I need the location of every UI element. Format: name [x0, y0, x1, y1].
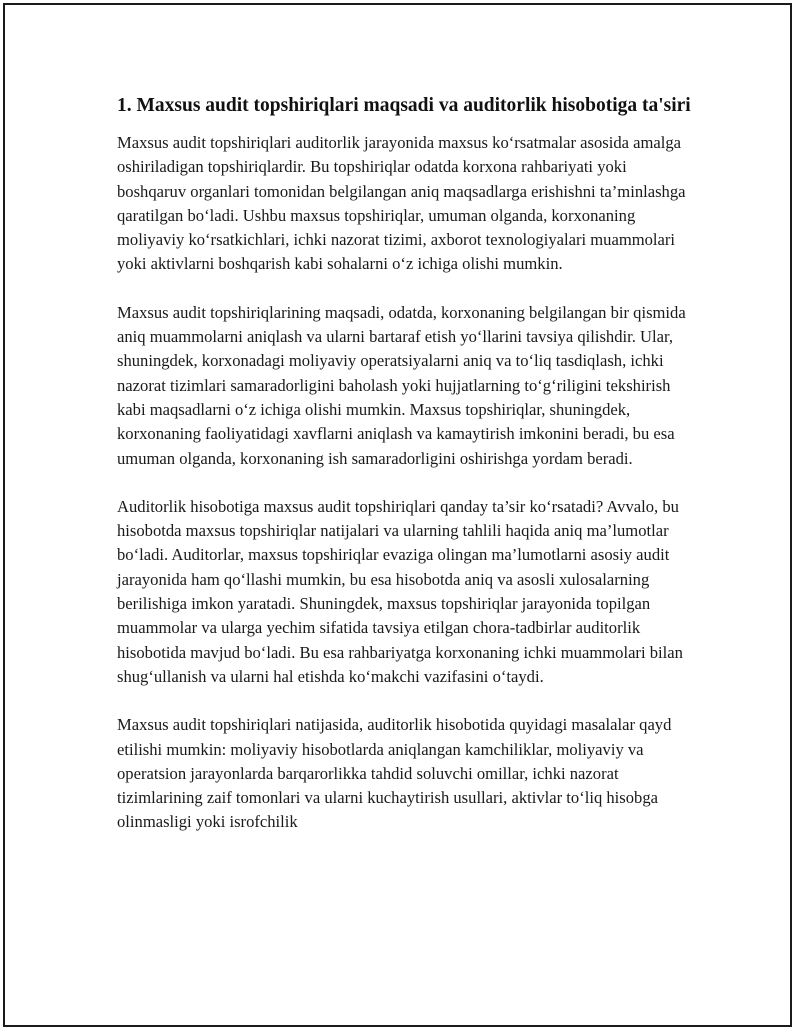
section-heading: 1. Maxsus audit topshiriqlari maqsadi va auditorlik hisobotiga ta'siri [117, 95, 691, 116]
paragraph-1: Maxsus audit topshiriqlari auditorlik jarayonida maxsus ko‘rsatmalar asosida amalga oshiriladigan topshiriqlardir. Bu topshiriqlar odatda korxona rahbariyati yoki boshqaruv organlari tomonidan belgilangan aniq maqsadlarga erishishni ta’minlashga qaratilgan bo‘ladi. Ushbu maxsus topshiriqlar, umuman olganda, korxonaning moliyaviy ko‘rsatkichlari, ichki nazorat tizimi, axborot texnologiyalari muammolari yoki aktivlarni boshqarish kabi sohalarni o‘z ichiga olishi mumkin. [117, 133, 686, 274]
document-body [117, 92, 697, 859]
paragraph-2: Maxsus audit topshiriqlarining maqsadi, odatda, korxonaning belgilangan bir qismida aniq muammolarni aniqlash va ularni bartaraf etish yo‘llarini tavsiya qilishdir. Ular, shuningdek, korxonadagi moliyaviy operatsiyalarni aniq va to‘liq tasdiqlash, ichki nazorat tizimlari samaradorligini baholash yoki hujjatlarning to‘g‘riligini tekshirish kabi maqsadlarni o‘z ichiga olishi mumkin. Maxsus topshiriqlar, shuningdek, korxonaning faoliyatidagi xavflarni aniqlash va kamaytirish imkonini beradi, bu esa umuman olganda, korxonaning ish samaradorligini oshirishga yordam beradi. [117, 302, 686, 468]
paragraph-3: Auditorlik hisobotiga maxsus audit topshiriqlari qanday ta’sir ko‘rsatadi? Avvalo, bu hisobotda maxsus topshiriqlar natijalari va ularning tahlili haqida aniq ma’lumotlar bo‘ladi. Auditorlar, maxsus topshiriqlar evaziga olingan ma’lumotlarni asosiy audit jarayonida ham qo‘llashi mumkin, bu esa hisobotda aniq va asosli xulosalarning berilishiga imkon yaratadi. Shuningdek, maxsus topshiriqlar jarayonida topilgan muammolar va ularga yechim sifatida tavsiya etilgan chora-tadbirlar auditorlik hisobotida mavjud bo‘ladi. Bu esa rahbariyatga korxonaning ichki muammolari bilan shug‘ullanish va ularni hal etishda ko‘makchi vazifasini o‘taydi. [117, 496, 683, 686]
paragraph-4: Maxsus audit topshiriqlari natijasida, auditorlik hisobotida quyidagi masalalar qayd etilishi mumkin: moliyaviy hisobotlarda aniqlangan kamchiliklar, moliyaviy va operatsion jarayonlarda barqarorlikka tahdid soluvchi omillar, ichki nazorat tizimlarining zaif tomonlari va ularni kuchaytirish usullari, aktivlar to‘liq hisobga olinmasligi yoki isrofchilik [117, 715, 672, 832]
